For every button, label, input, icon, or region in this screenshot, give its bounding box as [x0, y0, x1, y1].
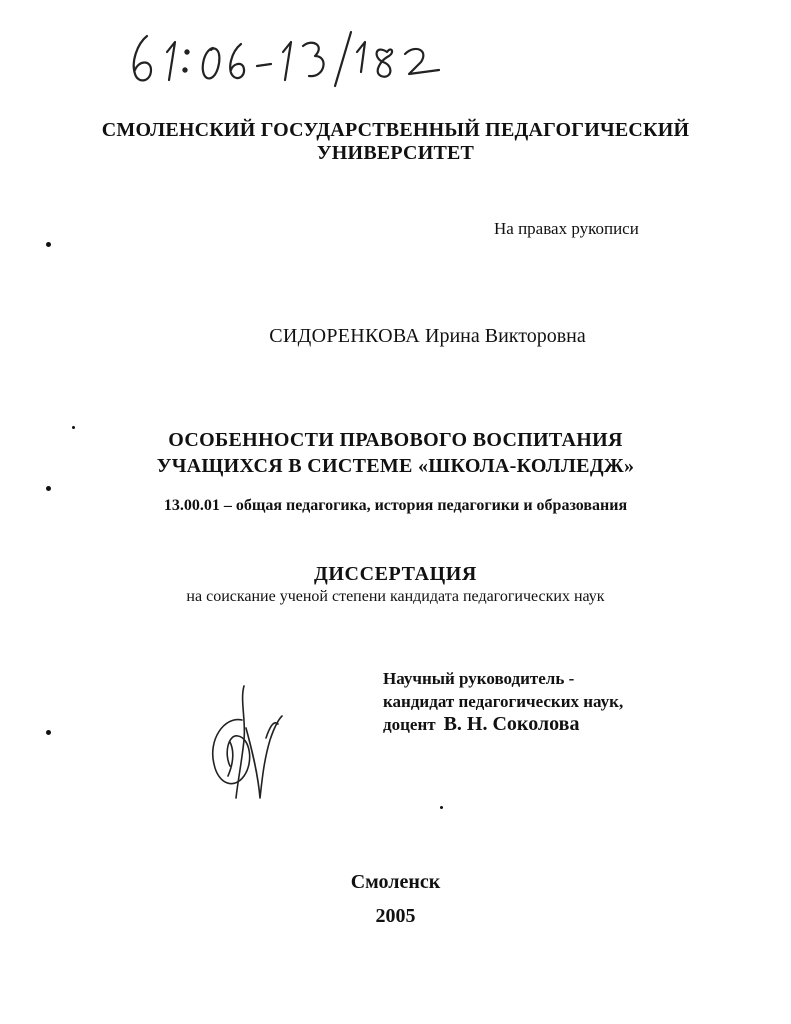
- scan-speck: [46, 486, 51, 491]
- document-type: ДИССЕРТАЦИЯ: [314, 563, 477, 585]
- degree-line: на соискание ученой степени кандидата педагогических наук: [186, 588, 605, 605]
- scan-speck: [46, 730, 51, 735]
- supervisor-block: [383, 667, 623, 736]
- supervisor-name: В. Н. Соколова: [443, 713, 580, 735]
- scan-speck: [46, 242, 51, 247]
- author-name: [0, 325, 791, 348]
- handwritten-signature: [200, 680, 300, 805]
- author-given-names: Ирина Викторовна: [425, 325, 586, 347]
- thesis-title-line-2: УЧАЩИХСЯ В СИСТЕМЕ «ШКОЛА-КОЛЛЕДЖ»: [156, 455, 635, 477]
- supervisor-position: доцент: [383, 715, 436, 734]
- supervisor-role: Научный руководитель -: [383, 669, 575, 688]
- supervisor-line: [383, 713, 623, 736]
- handwritten-archive-number: [125, 22, 465, 92]
- city: Смоленск: [350, 871, 441, 893]
- university-name-line-1: СМОЛЕНСКИЙ ГОСУДАРСТВЕННЫЙ ПЕДАГОГИЧЕСКИЙ: [101, 119, 690, 141]
- author-surname: СИДОРЕНКОВА: [269, 325, 421, 347]
- university-name-line-2: УНИВЕРСИТЕТ: [316, 142, 475, 164]
- rights-note: На правах рукописи: [494, 219, 639, 238]
- supervisor-degree: кандидат педагогических наук,: [383, 692, 624, 711]
- scan-speck: [440, 806, 443, 809]
- thesis-title-line-1: ОСОБЕННОСТИ ПРАВОВОГО ВОСПИТАНИЯ: [168, 429, 623, 451]
- scan-speck: [72, 426, 75, 429]
- specialty-code: 13.00.01 – общая педагогика, история педагогики и образования: [163, 497, 628, 514]
- year: 2005: [375, 905, 416, 927]
